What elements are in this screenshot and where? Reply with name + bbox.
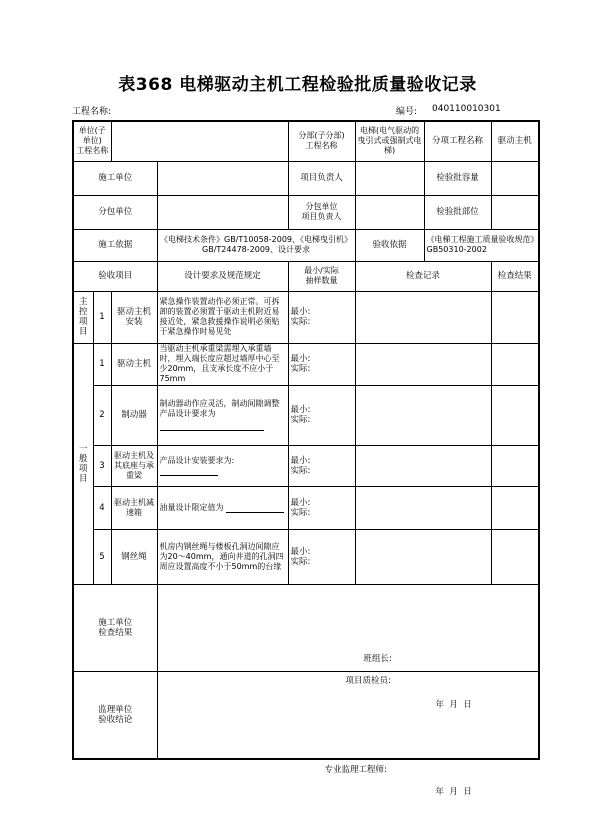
- main-item-no: 1: [93, 291, 111, 343]
- contractor-value[interactable]: [157, 161, 288, 195]
- general-item-record[interactable]: [355, 445, 491, 486]
- general-item-name: 制动器: [111, 385, 157, 445]
- acceptance-basis-label: 验收依据: [355, 229, 424, 261]
- blank-underline[interactable]: [226, 503, 284, 513]
- supervisor-check-label: 监理单位 验收结论: [73, 671, 157, 759]
- batch-capacity-label: 检验批容量: [424, 161, 491, 195]
- batch-capacity-value[interactable]: [491, 161, 539, 195]
- project-manager-value[interactable]: [355, 161, 424, 195]
- contractor-check-area[interactable]: [157, 584, 539, 710]
- general-item-name: 驱动主机减速箱: [111, 486, 157, 529]
- project-manager-label: 项目负责人: [288, 161, 355, 195]
- quality-inspector-label: 项目质检员:: [345, 675, 391, 686]
- project-name-label: 工程名称:: [72, 107, 112, 117]
- general-item-no: 3: [93, 445, 111, 486]
- general-item-requirement: 当驱动主机承重梁需埋入承重墙时，埋入端长度应超过墙厚中心至少20mm，且支承长度不应小于75mm: [157, 343, 288, 385]
- general-item-no: 5: [93, 529, 111, 584]
- general-item-result[interactable]: [491, 343, 539, 385]
- general-item-requirement: 油量设计限定值为: [157, 486, 288, 529]
- supervising-engineer-label: 专业监理工程师:: [324, 764, 387, 775]
- subcontractor-label: 分包单位: [73, 195, 157, 229]
- general-item-no: 1: [93, 343, 111, 385]
- contractor-date: 年 月 日: [435, 699, 472, 710]
- general-item-result[interactable]: [491, 385, 539, 445]
- acceptance-basis-value: 《电梯工程施工质量验收规范》GB50310-2002: [424, 229, 539, 261]
- general-item-name: 钢丝绳: [111, 529, 157, 584]
- subcontractor-value[interactable]: [157, 195, 288, 229]
- subitem-name-value: 驱动主机: [491, 121, 539, 161]
- main-group-label: 主控项目: [73, 291, 93, 343]
- unit-name-value[interactable]: [111, 121, 288, 161]
- division-name-value: 电梯(电气驱动的曳引式或强制式电梯): [355, 121, 424, 161]
- general-item-result[interactable]: [491, 445, 539, 486]
- batch-location-value[interactable]: [491, 195, 539, 229]
- col-header-record: 检查记录: [355, 261, 491, 291]
- batch-location-label: 检验批部位: [424, 195, 491, 229]
- general-item-sample[interactable]: 最小: 实际:: [288, 486, 355, 529]
- general-item-requirement: 制动器动作应灵活，制动间隙调整产品设计要求为: [157, 385, 288, 445]
- general-item-requirement: 机房内钢丝绳与楼板孔洞边间隙应为20～40mm，通向井道的孔洞四周应设置高度不小于50mm的台缘: [157, 529, 288, 584]
- general-item-result[interactable]: [491, 486, 539, 529]
- general-item-sample[interactable]: 最小: 实际:: [288, 445, 355, 486]
- general-item-sample[interactable]: 最小: 实际:: [288, 343, 355, 385]
- construction-basis-label: 施工依据: [73, 229, 157, 261]
- team-leader-label: 班组长:: [363, 653, 392, 664]
- general-item-result[interactable]: [491, 529, 539, 584]
- general-item-name: 驱动主机及其底座与承重梁: [111, 445, 157, 486]
- division-name-label: 分部(子分部) 工程名称: [288, 121, 355, 161]
- general-item-record[interactable]: [355, 385, 491, 445]
- sub-project-manager-value[interactable]: [355, 195, 424, 229]
- general-item-no: 4: [93, 486, 111, 529]
- col-header-requirement: 设计要求及规范规定: [157, 261, 288, 291]
- general-item-name: 驱动主机: [111, 343, 157, 385]
- general-item-sample[interactable]: 最小: 实际:: [288, 385, 355, 445]
- blank-underline[interactable]: [160, 421, 264, 431]
- sub-project-manager-label: 分包单位 项目负责人: [288, 195, 355, 229]
- general-item-record[interactable]: [355, 529, 491, 584]
- col-header-result: 检查结果: [491, 261, 539, 291]
- general-item-no: 2: [93, 385, 111, 445]
- general-item-record[interactable]: [355, 486, 491, 529]
- subitem-name-label: 分项工程名称: [424, 121, 491, 161]
- inspection-record-table: [72, 120, 540, 797]
- general-item-record[interactable]: [355, 343, 491, 385]
- blank-underline[interactable]: [160, 466, 218, 476]
- unit-name-label: 单位(子单位) 工程名称: [73, 121, 111, 161]
- general-item-requirement: 产品设计安装要求为:: [157, 445, 288, 486]
- col-header-sample: 最小/实际 抽样数量: [288, 261, 355, 291]
- main-item-record[interactable]: [355, 291, 491, 343]
- contractor-label: 施工单位: [73, 161, 157, 195]
- code-value: 040110010301: [432, 104, 501, 114]
- main-item-sample[interactable]: 最小: 实际:: [288, 291, 355, 343]
- supervisor-date: 年 月 日: [435, 786, 472, 797]
- contractor-check-label: 施工单位 检查结果: [73, 584, 157, 671]
- general-group-label: 一般项目: [73, 343, 93, 584]
- page-title: 表368 电梯驱动主机工程检验批质量验收记录: [118, 75, 477, 95]
- main-item-result[interactable]: [491, 291, 539, 343]
- code-label: 编号:: [396, 107, 418, 117]
- construction-basis-value: 《电梯技术条件》GB/T10058-2009、《电梯曳引机》GB/T24478-2009、设计要求: [157, 229, 355, 261]
- main-item-requirement: 紧急操作装置动作必须正常。可拆卸的装置必须置于驱动主机附近易接近处，紧急救援操作说明必须贴于紧急操作时易见处: [157, 291, 288, 343]
- col-header-item: 验收项目: [73, 261, 157, 291]
- main-item-name: 驱动主机安装: [111, 291, 157, 343]
- general-item-sample[interactable]: 最小: 实际:: [288, 529, 355, 584]
